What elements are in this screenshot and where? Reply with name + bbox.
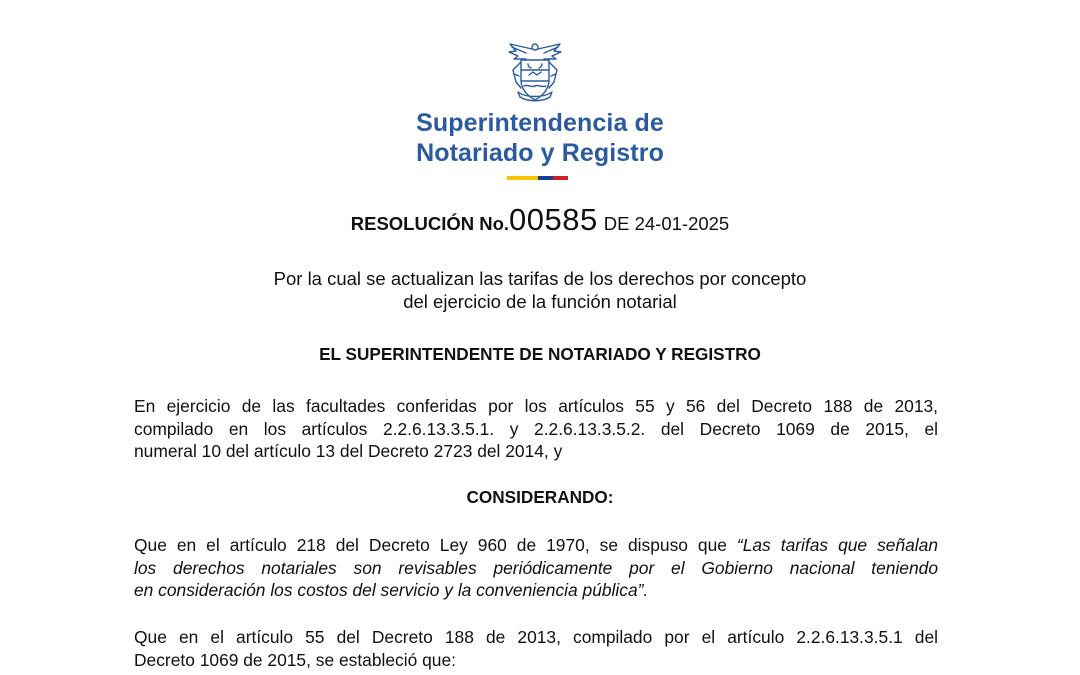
considering-1-line-1 (134, 534, 938, 557)
flag-yellow-stripe (507, 176, 538, 180)
considering-paragraph-2 (134, 626, 938, 671)
considering-1-quote-line-2: los derechos notariales son revisables periódicamente por el Gobierno nacional teniendo (134, 557, 938, 578)
organization-name-line-2: Notariado y Registro (416, 139, 664, 167)
considering-1-line-3 (134, 579, 938, 602)
considering-2-line-2: Decreto 1069 de 2015, se estableció que: (134, 649, 456, 670)
preamble-line-2: compilado en los artículos 2.2.6.13.3.5.1. y 2.2.6.13.3.5.2. del Decreto 1069 de 2015, el (134, 418, 938, 439)
considering-1-line-1-text: Que en el artículo 218 del Decreto Ley 960 de 1970, se dispuso que (134, 535, 737, 555)
organization-name-line-1: Superintendencia de (416, 109, 664, 137)
considering-heading: CONSIDERANDO: (466, 487, 614, 507)
flag-red-stripe (553, 176, 568, 180)
considering-1-line-2 (134, 557, 938, 580)
flag-blue-stripe (538, 176, 553, 180)
considering-1-quote-start: “Las tarifas que señalan (736, 535, 938, 555)
preamble-line-3: numeral 10 del artículo 13 del Decreto 2723 del 2014, y (134, 441, 563, 461)
considering-paragraph-1 (134, 534, 938, 602)
resolution-header (0, 202, 1080, 238)
colombia-coat-of-arms-icon (506, 40, 564, 106)
preamble-line-1: En ejercicio de las facultades conferidas por los artículos 55 y 56 del Decreto 188 de 2013, (134, 396, 938, 416)
resolution-subject-line-2: del ejercicio de la función notarial (403, 291, 677, 312)
resolution-subject-line-1: Por la cual se actualizan las tarifas de los derechos por concepto (273, 268, 807, 289)
colombia-flag-stripe (507, 176, 568, 180)
resolution-label: RESOLUCIÓN No. (350, 213, 510, 234)
authority-heading: EL SUPERINTENDENTE DE NOTARIADO Y REGISTRO (319, 344, 761, 364)
resolution-date: DE 24-01-2025 (603, 213, 730, 234)
resolution-number: 00585 (509, 202, 598, 237)
preamble-paragraph (134, 395, 938, 463)
considering-1-quote-line-3: en consideración los costos del servicio y la conveniencia pública”. (134, 580, 649, 600)
considering-2-line-1: Que en el artículo 55 del Decreto 188 de 2013, compilado por el artículo 2.2.6.13.3.5.1 del (134, 627, 938, 647)
